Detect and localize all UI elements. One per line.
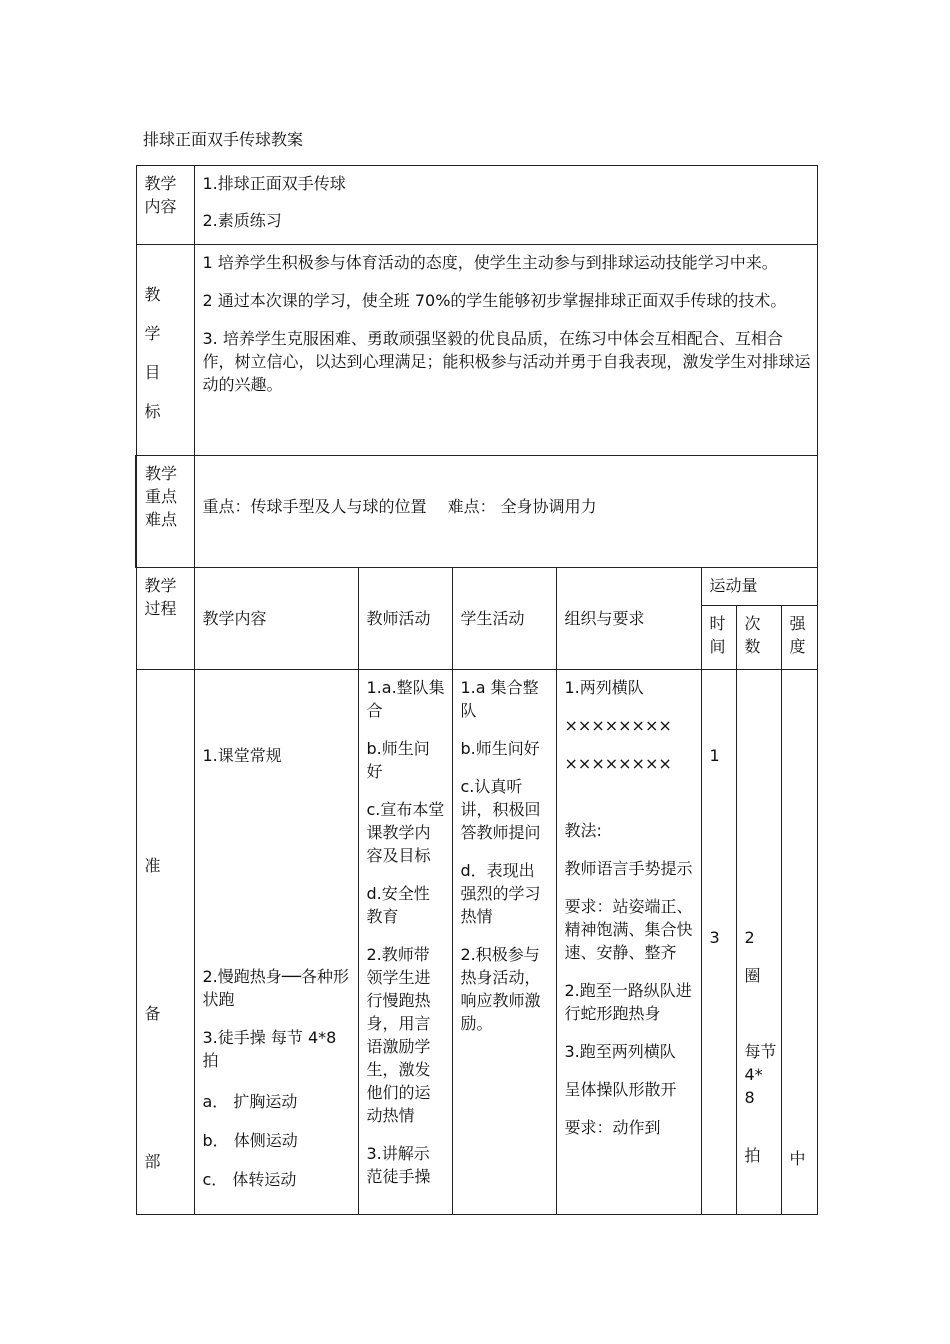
- teacher-activity: b.师生问好: [366, 739, 430, 781]
- student-activity: c.认真听讲，积极回答教师提问: [460, 777, 541, 842]
- intensity-value: 中: [789, 1149, 806, 1168]
- teacher-activity: 2.教师带领学生进行慢跑热身，用言语激励学生，激发他们的运动热情: [366, 945, 431, 1125]
- prep-row: [136, 670, 817, 1215]
- time-value: 1: [709, 746, 720, 765]
- prep-item-2: 2.慢跑热身──各种形状跑: [202, 967, 350, 1009]
- prep-teacher: [358, 670, 452, 1215]
- content-cell: [194, 166, 817, 245]
- header-load: 运动量: [701, 568, 817, 606]
- prep-sub-a: a． 扩胸运动: [202, 1092, 298, 1111]
- student-activity: 1.a 集合整队: [460, 678, 539, 720]
- teacher-activity: c.宣布本堂课教学内容及目标: [366, 800, 445, 865]
- document-title: 排球正面双手传球教案: [143, 130, 304, 149]
- org-item: 要求：站姿端正、精神饱满、集合快速、安静、整齐: [564, 897, 693, 962]
- goals-cell: [194, 245, 817, 456]
- goal-item: 2 通过本次课的学习，使全班 70%的学生能够初步掌握排球正面双手传球的技术。: [202, 291, 787, 310]
- count-value: 拍: [744, 1146, 761, 1165]
- process-label: 教学 过程: [136, 568, 194, 670]
- teacher-activity: d.安全性教育: [366, 884, 430, 926]
- goals-row: [136, 245, 817, 456]
- process-header-row: [136, 568, 817, 606]
- org-item: 2.跑至一路纵队进行蛇形跑热身: [564, 981, 692, 1023]
- prep-time: [701, 670, 736, 1215]
- time-value: 3: [709, 928, 720, 947]
- student-activity: 2.积极参与热身活动，响应教师激励。: [460, 945, 541, 1033]
- content-item: 2.素质练习: [202, 211, 282, 230]
- count-value: 4*: [744, 1065, 763, 1084]
- keypoints-cell: 重点：传球手型及人与球的位置 难点： 全身协调用力: [194, 456, 817, 568]
- prep-intensity: [781, 670, 817, 1215]
- count-value: 2: [744, 928, 755, 947]
- header-org: 组织与要求: [556, 568, 701, 670]
- org-formation-row: ××××××××: [564, 716, 672, 735]
- goal-item: 3. 培养学生克服困难、勇敢顽强坚毅的优良品质，在练习中体会互相配合、互相合作，树立信心，以达到心理满足；能积极参与活动并勇于自我表现，激发学生对排球运动的兴趣。: [202, 329, 811, 394]
- student-activity: d．表现出强烈的学习热情: [460, 861, 541, 926]
- prep-sub-b: b． 体侧运动: [202, 1131, 298, 1150]
- count-value: 8: [744, 1088, 755, 1107]
- header-count: 次 数: [736, 606, 781, 670]
- header-intensity: 强 度: [781, 606, 817, 670]
- org-item: 1.两列横队: [564, 678, 644, 697]
- goal-item: 1 培养学生积极参与体育活动的态度，使学生主动参与到排球运动技能学习中来。: [202, 253, 778, 272]
- org-item: 3.跑至两列横队: [564, 1042, 676, 1061]
- prep-label: 准 备 部: [136, 670, 194, 1215]
- keypoints-row: [136, 456, 817, 568]
- prep-item-1: 1.课堂常规: [202, 746, 282, 765]
- lesson-plan-table: [135, 165, 818, 1215]
- prep-item-3: 3.徒手操 每节 4*8 拍: [202, 1028, 337, 1070]
- student-activity: b.师生问好: [460, 739, 540, 758]
- count-value: 圈: [744, 966, 761, 985]
- count-value: 每节: [744, 1042, 777, 1061]
- header-student: 学生活动: [452, 568, 556, 670]
- header-teacher: 教师活动: [358, 568, 452, 670]
- teacher-activity: 3.讲解示范徒手操: [366, 1144, 431, 1186]
- teacher-activity: 1.a.整队集合: [366, 678, 445, 720]
- org-item: 教师语言手势提示: [564, 859, 693, 878]
- prep-sub-c: c． 体转运动: [202, 1170, 297, 1189]
- content-item: 1.排球正面双手传球: [202, 174, 346, 193]
- keypoints-label: 教学 重点 难点: [136, 456, 194, 568]
- prep-org: [556, 670, 701, 1215]
- goals-label: 教 学 目 标: [136, 245, 194, 456]
- org-item: 呈体操队形散开: [564, 1080, 677, 1099]
- content-row: [136, 166, 817, 245]
- header-time: 时 间: [701, 606, 736, 670]
- header-content: 教学内容: [194, 568, 358, 670]
- org-formation-row: ××××××××: [564, 754, 672, 773]
- prep-content: [194, 670, 358, 1215]
- prep-count: [736, 670, 781, 1215]
- content-label: 教学 内容: [136, 166, 194, 245]
- org-item: 教法:: [564, 821, 602, 840]
- prep-student: [452, 670, 556, 1215]
- org-item: 要求：动作到: [564, 1118, 661, 1137]
